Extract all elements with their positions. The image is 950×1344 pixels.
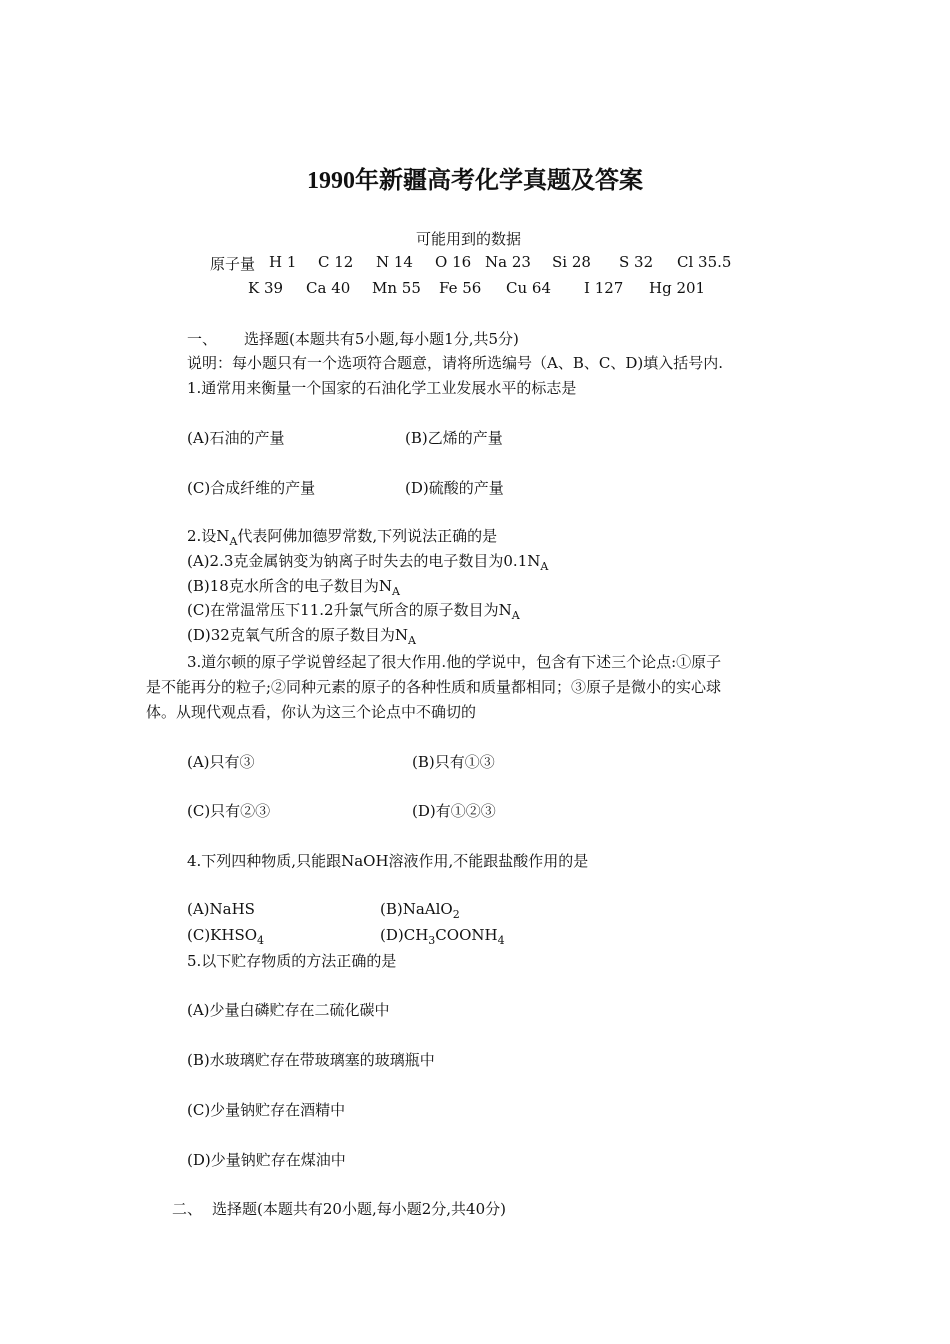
- atomic-mass-s: S 32: [619, 253, 654, 271]
- section-1-note: 说明：每小题只有一个选项符合题意，请将所选编号（A、B、C、D)填入括号内.: [187, 354, 723, 372]
- question-3-line-1: 3.道尔顿的原子学说曾经起了很大作用.他的学说中，包含有下述三个论点:①原子: [187, 653, 722, 671]
- question-3-line-2: 是不能再分的粒子;②同种元素的原子的各种性质和质量都相同；③原子是微小的实心球: [146, 678, 722, 696]
- question-4-stem: 4.下列四种物质,只能跟NaOH溶液作用,不能跟盐酸作用的是: [187, 852, 589, 870]
- atomic-mass-label: 原子量: [210, 255, 256, 273]
- question-3-option-a: (A)只有③: [187, 753, 255, 771]
- question-4-option-c: $(C)KHSO_4$: [187, 926, 265, 947]
- section-1-title: 选择题(本题共有5小题,每小题1分,共5分): [244, 330, 519, 348]
- data-header: 可能用到的数据: [416, 230, 522, 248]
- question-4-option-a: (A)NaHS: [187, 900, 255, 918]
- question-5-option-a: (A)少量白磷贮存在二硫化碳中: [187, 1001, 390, 1019]
- section-2-number: 二、: [172, 1200, 203, 1218]
- atomic-mass-k: K 39: [248, 279, 284, 297]
- question-5-option-c: (C)少量钠贮存在酒精中: [187, 1101, 346, 1119]
- question-5-option-b: (B)水玻璃贮存在带玻璃塞的玻璃瓶中: [187, 1051, 435, 1069]
- question-1-option-c: (C)合成纤维的产量: [187, 479, 316, 497]
- atomic-mass-n: N 14: [376, 253, 413, 271]
- question-2-option-d: (D)32克氧气所含的原子数目为$N_A$: [187, 626, 416, 647]
- atomic-mass-fe: Fe 56: [439, 279, 482, 297]
- question-1-option-b: (B)乙烯的产量: [405, 429, 503, 447]
- question-4-option-b: (B)NaAlO$_2$: [380, 900, 460, 921]
- question-5-stem: 5.以下贮存物质的方法正确的是: [187, 952, 397, 970]
- question-3-option-d: (D)有①②③: [412, 802, 496, 820]
- question-2-option-a: (A)2.3克金属钠变为钠离子时失去的电子数目为$0.1N_A$: [187, 552, 549, 573]
- atomic-mass-h: H 1: [269, 253, 297, 271]
- question-5-option-d: (D)少量钠贮存在煤油中: [187, 1151, 346, 1169]
- question-2-option-c: (C)在常温常压下11.2升氯气所含的原子数目为$N_A$: [187, 601, 520, 622]
- question-3-line-3: 体。从现代观点看，你认为这三个论点中不确切的: [146, 703, 477, 721]
- atomic-mass-cl: Cl 35.5: [677, 253, 732, 271]
- question-2-stem: 2.设$N_A$代表阿佛加德罗常数,下列说法正确的是: [187, 527, 498, 548]
- section-2-title: 选择题(本题共有20小题,每小题2分,共40分): [212, 1200, 506, 1218]
- atomic-mass-c: C 12: [318, 253, 354, 271]
- question-1-option-a: (A)石油的产量: [187, 429, 285, 447]
- atomic-mass-na: Na 23: [485, 253, 531, 271]
- section-1-number: 一、: [187, 330, 218, 348]
- atomic-mass-si: Si 28: [552, 253, 591, 271]
- atomic-mass-o: O 16: [435, 253, 472, 271]
- page-title: 1990年新疆高考化学真题及答案: [307, 168, 643, 194]
- question-3-option-b: (B)只有①③: [412, 753, 495, 771]
- atomic-mass-cu: Cu 64: [506, 279, 551, 297]
- atomic-mass-i: I 127: [584, 279, 624, 297]
- atomic-mass-ca: Ca 40: [306, 279, 351, 297]
- question-2-option-b: (B)18克水所含的电子数目为$N_A$: [187, 577, 400, 598]
- question-1-option-d: (D)硫酸的产量: [405, 479, 504, 497]
- question-4-option-d: $(D)CH_3COONH_4$: [380, 926, 505, 947]
- question-3-option-c: (C)只有②③: [187, 802, 271, 820]
- question-1-stem: 1.通常用来衡量一个国家的石油化学工业发展水平的标志是: [187, 379, 577, 397]
- atomic-mass-mn: Mn 55: [372, 279, 421, 297]
- atomic-mass-hg: Hg 201: [649, 279, 706, 297]
